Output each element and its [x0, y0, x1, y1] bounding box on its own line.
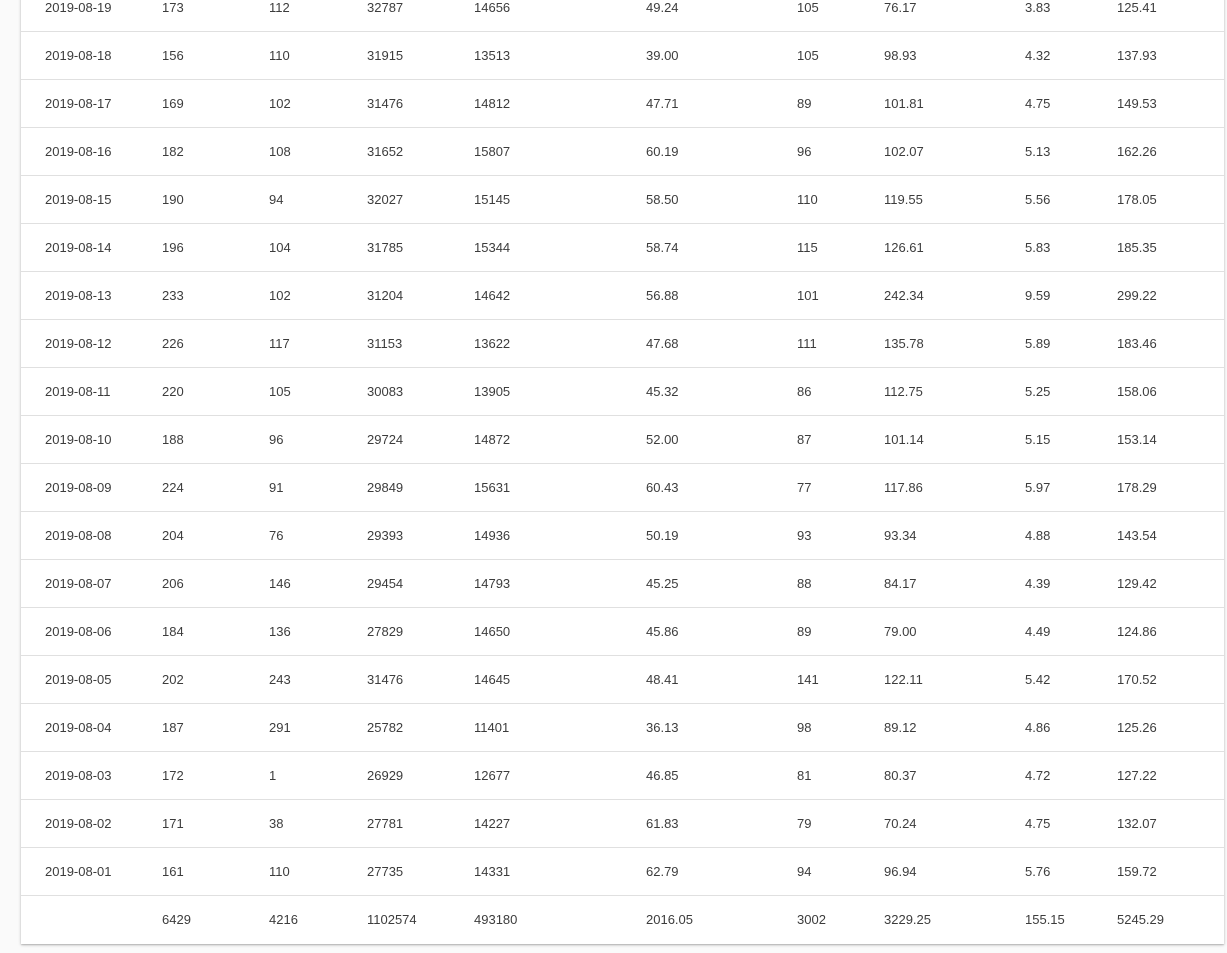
- cell-col-3: 32027: [367, 176, 474, 224]
- cell-col-3: 31915: [367, 32, 474, 80]
- cell-col-7: 242.34: [884, 272, 1025, 320]
- table-row: [21, 320, 1224, 368]
- cell-col-7: 126.61: [884, 224, 1025, 272]
- cell-date: 2019-08-18: [21, 32, 162, 80]
- cell-col-3: 31204: [367, 272, 474, 320]
- cell-col-3: 31153: [367, 320, 474, 368]
- total-cell-col-3: 1102574: [367, 912, 417, 927]
- cell-col-8: 5.42: [1025, 656, 1117, 704]
- cell-col-5: 49.24: [646, 0, 797, 32]
- cell-col-2: 108: [269, 128, 367, 176]
- cell-col-8: 5.83: [1025, 224, 1117, 272]
- cell-col-2: 1: [269, 752, 367, 800]
- table-row: [21, 32, 1224, 80]
- cell-col-2: 291: [269, 704, 367, 752]
- cell-col-1: 182: [162, 128, 269, 176]
- cell-col-4: 14812: [474, 80, 646, 128]
- cell-col-6: 93: [797, 512, 884, 560]
- table-row: [21, 464, 1224, 512]
- cell-col-7: 122.11: [884, 656, 1025, 704]
- cell-col-3: 29393: [367, 512, 474, 560]
- cell-date: 2019-08-04: [21, 704, 162, 752]
- cell-col-8: 4.88: [1025, 512, 1117, 560]
- cell-col-8: 4.75: [1025, 800, 1117, 848]
- cell-col-2: 146: [269, 560, 367, 608]
- table-row: [21, 272, 1224, 320]
- cell-col-9: 178.29: [1117, 464, 1224, 512]
- cell-col-8: 3.83: [1025, 0, 1117, 32]
- cell-date: 2019-08-11: [21, 368, 162, 416]
- cell-col-6: 111: [797, 320, 884, 368]
- cell-col-9: 124.86: [1117, 608, 1224, 656]
- cell-col-8: 4.39: [1025, 560, 1117, 608]
- cell-col-3: 27735: [367, 848, 474, 896]
- cell-col-1: 173: [162, 0, 269, 32]
- cell-col-3: 31476: [367, 656, 474, 704]
- table-row: [21, 416, 1224, 464]
- cell-col-7: 101.81: [884, 80, 1025, 128]
- cell-col-6: 105: [797, 0, 884, 32]
- cell-date: 2019-08-19: [21, 0, 162, 32]
- cell-col-7: 79.00: [884, 608, 1025, 656]
- cell-col-1: 169: [162, 80, 269, 128]
- cell-col-8: 5.25: [1025, 368, 1117, 416]
- cell-col-8: 5.56: [1025, 176, 1117, 224]
- cell-col-9: 299.22: [1117, 272, 1224, 320]
- cell-col-3: 29849: [367, 464, 474, 512]
- total-cell-col-1: 6429: [162, 912, 191, 927]
- cell-col-8: 5.89: [1025, 320, 1117, 368]
- total-cell-col-6: 3002: [797, 912, 826, 927]
- cell-col-2: 110: [269, 848, 367, 896]
- cell-col-9: 183.46: [1117, 320, 1224, 368]
- cell-col-5: 45.86: [646, 608, 797, 656]
- cell-col-1: 202: [162, 656, 269, 704]
- cell-col-1: 220: [162, 368, 269, 416]
- cell-col-2: 110: [269, 32, 367, 80]
- cell-col-6: 105: [797, 32, 884, 80]
- cell-col-4: 12677: [474, 752, 646, 800]
- cell-col-4: 15807: [474, 128, 646, 176]
- cell-col-5: 36.13: [646, 704, 797, 752]
- cell-col-4: 15631: [474, 464, 646, 512]
- cell-col-2: 38: [269, 800, 367, 848]
- cell-col-5: 45.25: [646, 560, 797, 608]
- cell-col-5: 58.74: [646, 224, 797, 272]
- table-row: [21, 512, 1224, 560]
- cell-col-2: 243: [269, 656, 367, 704]
- table-row: [21, 176, 1224, 224]
- cell-col-5: 47.68: [646, 320, 797, 368]
- cell-col-3: 30083: [367, 368, 474, 416]
- total-cell-col-4: 493180: [474, 912, 518, 927]
- cell-date: 2019-08-13: [21, 272, 162, 320]
- cell-col-7: 112.75: [884, 368, 1025, 416]
- cell-col-5: 50.19: [646, 512, 797, 560]
- cell-col-1: 190: [162, 176, 269, 224]
- table-row: [21, 80, 1224, 128]
- cell-date: 2019-08-12: [21, 320, 162, 368]
- cell-col-7: 119.55: [884, 176, 1025, 224]
- table-row: [21, 128, 1224, 176]
- cell-col-1: 196: [162, 224, 269, 272]
- cell-col-5: 39.00: [646, 32, 797, 80]
- cell-col-2: 102: [269, 272, 367, 320]
- cell-col-6: 79: [797, 800, 884, 848]
- cell-col-7: 102.07: [884, 128, 1025, 176]
- cell-col-6: 98: [797, 704, 884, 752]
- cell-col-8: 5.13: [1025, 128, 1117, 176]
- cell-col-7: 93.34: [884, 512, 1025, 560]
- cell-col-5: 60.19: [646, 128, 797, 176]
- totals-row: [21, 896, 1224, 944]
- cell-col-5: 60.43: [646, 464, 797, 512]
- cell-col-6: 89: [797, 608, 884, 656]
- cell-date: 2019-08-10: [21, 416, 162, 464]
- cell-col-9: 132.07: [1117, 800, 1224, 848]
- cell-col-2: 96: [269, 416, 367, 464]
- cell-col-9: 158.06: [1117, 368, 1224, 416]
- cell-col-2: 76: [269, 512, 367, 560]
- cell-col-3: 31785: [367, 224, 474, 272]
- table-row: [21, 0, 1224, 32]
- cell-col-9: 127.22: [1117, 752, 1224, 800]
- cell-date: 2019-08-03: [21, 752, 162, 800]
- cell-col-4: 14650: [474, 608, 646, 656]
- cell-col-6: 96: [797, 128, 884, 176]
- cell-col-6: 88: [797, 560, 884, 608]
- cell-col-7: 70.24: [884, 800, 1025, 848]
- cell-col-8: 4.75: [1025, 80, 1117, 128]
- cell-col-6: 115: [797, 224, 884, 272]
- cell-col-7: 80.37: [884, 752, 1025, 800]
- cell-col-5: 62.79: [646, 848, 797, 896]
- cell-col-4: 14793: [474, 560, 646, 608]
- table-row: [21, 848, 1224, 896]
- cell-col-4: 13905: [474, 368, 646, 416]
- daily-stats-table: [21, 0, 1224, 943]
- cell-col-6: 94: [797, 848, 884, 896]
- cell-date: 2019-08-02: [21, 800, 162, 848]
- cell-col-4: 13513: [474, 32, 646, 80]
- cell-col-7: 98.93: [884, 32, 1025, 80]
- cell-col-3: 29724: [367, 416, 474, 464]
- cell-col-6: 89: [797, 80, 884, 128]
- cell-date: 2019-08-15: [21, 176, 162, 224]
- cell-col-4: 14331: [474, 848, 646, 896]
- cell-col-9: 153.14: [1117, 416, 1224, 464]
- cell-col-1: 224: [162, 464, 269, 512]
- cell-col-9: 170.52: [1117, 656, 1224, 704]
- cell-col-9: 185.35: [1117, 224, 1224, 272]
- cell-col-6: 87: [797, 416, 884, 464]
- cell-col-9: 159.72: [1117, 848, 1224, 896]
- cell-date: 2019-08-09: [21, 464, 162, 512]
- table-row: [21, 608, 1224, 656]
- cell-col-4: 14227: [474, 800, 646, 848]
- cell-col-1: 204: [162, 512, 269, 560]
- cell-col-6: 81: [797, 752, 884, 800]
- cell-col-2: 112: [269, 0, 367, 32]
- cell-col-1: 156: [162, 32, 269, 80]
- table-row: [21, 224, 1224, 272]
- total-cell-col-5: 2016.05: [646, 912, 693, 927]
- cell-col-5: 56.88: [646, 272, 797, 320]
- cell-col-3: 27781: [367, 800, 474, 848]
- cell-col-9: 129.42: [1117, 560, 1224, 608]
- cell-col-5: 58.50: [646, 176, 797, 224]
- cell-col-1: 172: [162, 752, 269, 800]
- cell-col-2: 104: [269, 224, 367, 272]
- cell-date: 2019-08-07: [21, 560, 162, 608]
- cell-date: 2019-08-01: [21, 848, 162, 896]
- cell-col-2: 94: [269, 176, 367, 224]
- cell-col-6: 141: [797, 656, 884, 704]
- total-cell-col-8: 155.15: [1025, 912, 1065, 927]
- cell-col-1: 161: [162, 848, 269, 896]
- table-row: [21, 800, 1224, 848]
- cell-col-1: 187: [162, 704, 269, 752]
- data-table-card: [21, 0, 1224, 944]
- table-row: [21, 704, 1224, 752]
- cell-col-7: 89.12: [884, 704, 1025, 752]
- cell-col-3: 32787: [367, 0, 474, 32]
- cell-col-6: 77: [797, 464, 884, 512]
- cell-col-5: 48.41: [646, 656, 797, 704]
- cell-date: 2019-08-08: [21, 512, 162, 560]
- cell-col-8: 4.72: [1025, 752, 1117, 800]
- total-cell-date: [21, 896, 162, 944]
- cell-col-8: 5.15: [1025, 416, 1117, 464]
- cell-col-4: 13622: [474, 320, 646, 368]
- cell-col-4: 14936: [474, 512, 646, 560]
- cell-col-3: 26929: [367, 752, 474, 800]
- cell-col-5: 52.00: [646, 416, 797, 464]
- cell-col-7: 76.17: [884, 0, 1025, 32]
- cell-col-8: 4.49: [1025, 608, 1117, 656]
- cell-col-7: 84.17: [884, 560, 1025, 608]
- cell-col-9: 143.54: [1117, 512, 1224, 560]
- cell-date: 2019-08-05: [21, 656, 162, 704]
- table-row: [21, 752, 1224, 800]
- cell-col-5: 46.85: [646, 752, 797, 800]
- table-row: [21, 368, 1224, 416]
- cell-col-8: 5.97: [1025, 464, 1117, 512]
- cell-col-5: 45.32: [646, 368, 797, 416]
- cell-col-3: 31652: [367, 128, 474, 176]
- cell-col-4: 14642: [474, 272, 646, 320]
- total-cell-col-9: 5245.29: [1117, 912, 1164, 927]
- cell-col-3: 31476: [367, 80, 474, 128]
- cell-col-4: 14645: [474, 656, 646, 704]
- cell-col-4: 15344: [474, 224, 646, 272]
- cell-date: 2019-08-16: [21, 128, 162, 176]
- cell-col-6: 101: [797, 272, 884, 320]
- cell-col-3: 29454: [367, 560, 474, 608]
- cell-col-5: 47.71: [646, 80, 797, 128]
- cell-col-4: 14656: [474, 0, 646, 32]
- cell-col-3: 27829: [367, 608, 474, 656]
- cell-col-9: 178.05: [1117, 176, 1224, 224]
- table-body: [21, 0, 1224, 943]
- table-row: [21, 560, 1224, 608]
- cell-date: 2019-08-17: [21, 80, 162, 128]
- cell-col-5: 61.83: [646, 800, 797, 848]
- cell-col-7: 135.78: [884, 320, 1025, 368]
- cell-col-2: 117: [269, 320, 367, 368]
- cell-col-4: 15145: [474, 176, 646, 224]
- cell-col-8: 9.59: [1025, 272, 1117, 320]
- cell-col-6: 86: [797, 368, 884, 416]
- cell-col-1: 171: [162, 800, 269, 848]
- cell-date: 2019-08-06: [21, 608, 162, 656]
- cell-col-4: 11401: [474, 704, 646, 752]
- total-cell-col-2: 4216: [269, 912, 298, 927]
- cell-date: 2019-08-14: [21, 224, 162, 272]
- cell-col-2: 136: [269, 608, 367, 656]
- cell-col-3: 25782: [367, 704, 474, 752]
- cell-col-1: 226: [162, 320, 269, 368]
- cell-col-6: 110: [797, 176, 884, 224]
- cell-col-9: 162.26: [1117, 128, 1224, 176]
- cell-col-1: 184: [162, 608, 269, 656]
- cell-col-4: 14872: [474, 416, 646, 464]
- cell-col-2: 91: [269, 464, 367, 512]
- total-cell-col-7: 3229.25: [884, 912, 931, 927]
- cell-col-7: 101.14: [884, 416, 1025, 464]
- cell-col-7: 117.86: [884, 464, 1025, 512]
- cell-col-1: 233: [162, 272, 269, 320]
- cell-col-1: 206: [162, 560, 269, 608]
- cell-col-2: 102: [269, 80, 367, 128]
- cell-col-9: 149.53: [1117, 80, 1224, 128]
- cell-col-1: 188: [162, 416, 269, 464]
- cell-col-7: 96.94: [884, 848, 1025, 896]
- cell-col-9: 137.93: [1117, 32, 1224, 80]
- cell-col-9: 125.26: [1117, 704, 1224, 752]
- table-row: [21, 656, 1224, 704]
- cell-col-2: 105: [269, 368, 367, 416]
- cell-col-9: 125.41: [1117, 0, 1224, 32]
- cell-col-8: 5.76: [1025, 848, 1117, 896]
- cell-col-8: 4.32: [1025, 32, 1117, 80]
- cell-col-8: 4.86: [1025, 704, 1117, 752]
